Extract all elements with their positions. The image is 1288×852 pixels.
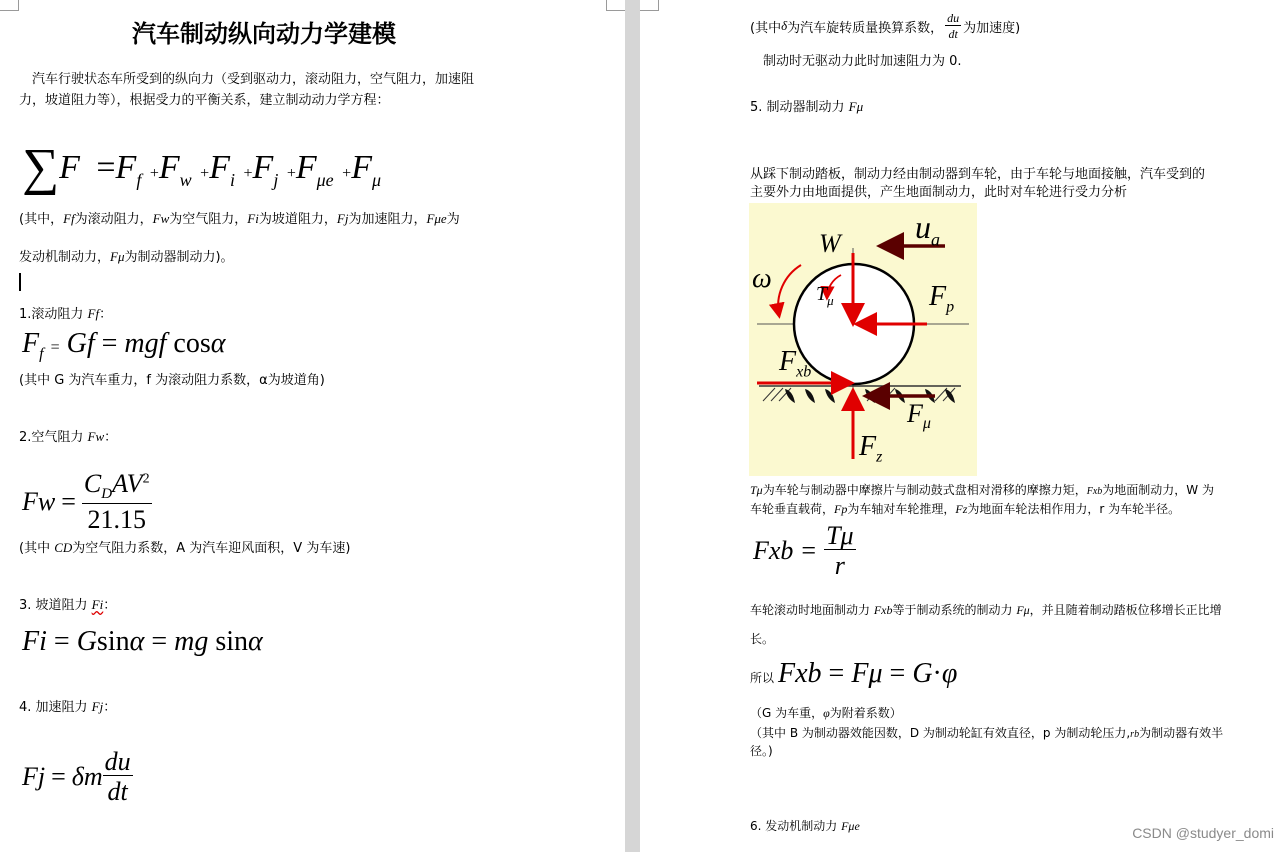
intro-line-1: 汽车行驶状态车所受到的纵向力（受到驱动力，滚动阻力，空气阻力，加速阻 — [32, 72, 475, 87]
text-run: （G 为车重， — [750, 706, 824, 720]
note-b-line-1 — [750, 724, 1223, 741]
label-main: u — [915, 209, 931, 245]
fraction — [82, 470, 152, 533]
inline-math: Fp — [834, 502, 848, 516]
text-run: 为制动器制动力)。 — [124, 250, 234, 265]
sum-symbol: ∑ — [22, 139, 60, 196]
eq-sign: = — [828, 658, 845, 689]
eq-sign: = — [151, 626, 168, 657]
text-run: 所以 — [750, 671, 775, 685]
inline-math: Ff — [63, 211, 75, 226]
section-3-heading — [19, 594, 116, 613]
eq-sub: j — [273, 169, 279, 190]
paragraph-line-1: 从踩下制动踏板，制动力经由制动器到车轮，由于车轮与地面接触，汽车受到的 — [750, 167, 1206, 182]
eq-sign: = — [50, 339, 60, 356]
eq-term: Fi — [22, 626, 47, 657]
eq-func: sin — [215, 626, 249, 657]
text-run: 2.空气阻力 — [19, 430, 88, 445]
inline-math: δ — [781, 18, 788, 34]
label-w: W — [819, 229, 841, 258]
label-fp — [929, 281, 954, 317]
eq-term: F — [252, 149, 274, 186]
text-run: 为地面车轮法相作用力，r 为车轮半径。 — [967, 502, 1181, 516]
eq-term: δm — [71, 761, 103, 791]
text-run: (其中 — [750, 20, 782, 36]
label-ua — [915, 209, 940, 250]
eq-term: F — [209, 149, 230, 186]
text-run: ： — [103, 598, 117, 613]
note-b-line-2: 径。) — [750, 744, 773, 758]
section-1-heading — [19, 303, 112, 322]
inline-math: Fw — [152, 211, 170, 226]
eq-term: F — [22, 328, 40, 359]
eq-sub: D — [101, 486, 113, 503]
section-2-note — [19, 537, 350, 556]
text-run: 6. 发动机制动力 — [750, 819, 842, 833]
fraction-denominator: 21.15 — [87, 504, 146, 534]
document-page-right — [640, 0, 1288, 852]
text-run: 车轮滚动时地面制动力 — [750, 603, 874, 617]
text-run: 为加速阻力， — [348, 212, 427, 227]
label-sub: μ — [922, 415, 931, 433]
inline-math: Fμe — [841, 819, 860, 833]
eq-term: F — [59, 149, 80, 186]
text-run: 5. 制动器制动力 — [750, 100, 849, 115]
fraction-numerator: du — [947, 11, 960, 25]
eq-term: α — [248, 626, 263, 657]
text-run: 为汽车旋转质量换算系数， — [787, 20, 944, 36]
eq-sign: = — [889, 658, 906, 689]
fraction — [103, 748, 133, 806]
label-sub: p — [946, 298, 955, 316]
fraction — [945, 12, 961, 40]
eq-term: G — [76, 626, 97, 657]
inline-math: rb — [1130, 729, 1140, 740]
eq-term: G — [912, 658, 933, 689]
eq-sign: = — [101, 328, 118, 359]
eq-sub: f — [39, 345, 44, 363]
equation-ground-brake-force — [753, 522, 856, 580]
legend-line-2 — [750, 500, 1180, 517]
inline-math: Fj — [91, 699, 104, 714]
text-run: 为加速度) — [963, 20, 1021, 36]
eq-term: φ — [941, 658, 958, 689]
eq-term: Fμ — [851, 658, 883, 689]
text-run: 发动机制动力， — [19, 250, 111, 265]
text-run: 等于制动系统的制动力 — [892, 603, 1017, 617]
text-run: 为 — [446, 212, 460, 227]
eq-sign: = — [51, 761, 66, 791]
text-run: 为空气阻力系数，A 为汽车迎风面积，V 为车速) — [72, 541, 351, 556]
text-run: 车轮垂直载荷， — [750, 502, 835, 516]
label-main: T — [816, 283, 828, 305]
eq-sub: μ — [371, 169, 382, 190]
text-run: 为坡道阻力， — [258, 212, 337, 227]
crop-mark — [0, 0, 19, 11]
text-run: 为滚动阻力， — [74, 212, 153, 227]
text-run: 4. 加速阻力 — [19, 700, 92, 715]
label-main: F — [907, 399, 923, 428]
section-1-note: (其中 G 为汽车重力，f 为滚动阻力系数，α为坡道角) — [19, 373, 325, 388]
label-main: F — [859, 431, 877, 462]
inline-math: Fxb — [1086, 486, 1103, 497]
plus-sign: + — [342, 165, 352, 182]
text-run: （其中 B 为制动器效能因数，D 为制动轮缸有效直径，p 为制动轮压力, — [750, 726, 1131, 740]
eq-term: C — [83, 469, 102, 498]
equation-acceleration-resistance — [22, 748, 133, 806]
intro-line-2: 力，坡道阻力等），根据受力的平衡关系，建立制动动力学方程： — [19, 93, 390, 108]
eq-sup: 2 — [142, 471, 150, 487]
fraction-denominator: dt — [107, 777, 128, 807]
top-note — [750, 12, 1020, 40]
label-omega: ω — [752, 263, 772, 294]
definitions-line-1 — [19, 208, 460, 227]
eq-term: F — [295, 149, 317, 186]
eq-func: cos — [173, 328, 211, 359]
eq-term: AV — [112, 469, 143, 498]
section-6-heading — [750, 817, 860, 834]
eq-sub: μe — [316, 169, 334, 190]
text-run: 3. 坡道阻力 — [19, 598, 92, 613]
eq-sign: = — [61, 486, 76, 516]
eq-term: mg — [174, 626, 209, 657]
label-sub: xb — [796, 363, 812, 381]
inline-math: φ — [823, 706, 830, 720]
text-run: 为空气阻力， — [169, 212, 248, 227]
label-tmu — [816, 283, 834, 309]
eq-sub: w — [179, 169, 192, 190]
inline-math: Fw — [87, 429, 105, 444]
text-run: 为制动器有效半 — [1139, 726, 1224, 740]
inline-math: Fμe — [426, 211, 447, 226]
equation-final-math — [778, 658, 957, 690]
eq-term: F — [351, 149, 372, 186]
plus-sign: + — [286, 165, 296, 182]
paragraph-line-2: 主要外力由地面提供，产生地面制动力，此时对车轮进行受力分析 — [750, 185, 1128, 200]
inline-math: Tμ — [750, 483, 763, 497]
page-gutter — [625, 0, 640, 852]
eq-term: Fw — [22, 486, 56, 516]
inline-math: Ff — [87, 306, 100, 321]
text-run: (其中， — [19, 212, 64, 227]
label-fmu — [907, 399, 931, 433]
plus-sign: + — [243, 165, 253, 182]
text-cursor — [19, 273, 21, 291]
inline-math: CD — [54, 540, 73, 555]
braking-note: 制动时无驱动力此时加速阻力为 0. — [763, 54, 962, 69]
text-run: 为车轮与制动器中摩擦片与制动鼓式盘相对滑移的摩擦力矩， — [762, 483, 1087, 497]
fraction-numerator: Tμ — [826, 521, 854, 550]
text-run: ： — [104, 430, 118, 445]
eq-sub: f — [136, 169, 142, 190]
inline-math: Fi — [91, 597, 104, 612]
label-sub: a — [931, 229, 940, 250]
equation-air-resistance — [22, 470, 152, 533]
text-run: 1.滚动阻力 — [19, 307, 88, 322]
text-run: ： — [99, 307, 113, 322]
plus-sign: + — [200, 165, 210, 182]
inline-math: Fz — [955, 502, 968, 516]
eq-sign: = — [96, 149, 116, 186]
equation-grade-resistance — [22, 626, 263, 658]
section-4-heading — [19, 696, 116, 715]
text-run: ： — [103, 700, 117, 715]
section-2-heading — [19, 426, 117, 445]
plus-sign: + — [149, 165, 159, 182]
label-main: F — [929, 281, 947, 312]
eq-sign: = — [801, 535, 817, 565]
eq-term: α — [210, 328, 226, 359]
rolling-line-2: 长。 — [750, 632, 775, 646]
crop-mark — [640, 0, 659, 11]
text-run: 为车轴对车轮推理， — [847, 502, 956, 516]
eq-term: mgf — [124, 328, 167, 359]
equation-final — [750, 658, 957, 690]
rolling-line-1 — [750, 601, 1222, 618]
eq-func: sin — [96, 626, 130, 657]
eq-dot: · — [932, 658, 942, 689]
eq-sub: i — [229, 169, 235, 190]
label-sub: μ — [827, 293, 834, 308]
text-run: ，并且随着制动踏板位移增长正比增 — [1029, 603, 1222, 617]
document-title: 汽车制动纵向动力学建模 — [132, 19, 396, 48]
eq-term: F — [115, 149, 137, 186]
equation-force-balance — [22, 132, 382, 196]
eq-term: α — [129, 626, 145, 657]
fraction-denominator: dt — [948, 26, 958, 41]
eq-sign: = — [53, 626, 70, 657]
inline-math: Fi — [247, 211, 259, 226]
inline-math: Fμ — [110, 249, 125, 264]
wheel-force-diagram — [749, 203, 977, 476]
inline-math: Fμ — [848, 99, 864, 114]
fraction-numerator: du — [104, 747, 131, 776]
equation-rolling-resistance — [22, 328, 225, 364]
fraction-denominator: r — [834, 551, 845, 581]
document-page-left — [0, 0, 625, 852]
crop-mark — [606, 0, 625, 11]
eq-term: Fxb — [753, 535, 794, 565]
inline-math: Fμ — [1016, 603, 1030, 617]
note-g — [750, 704, 902, 721]
inline-math: Fxb — [873, 603, 893, 617]
label-sub: z — [876, 448, 883, 466]
eq-term: Fxb — [778, 658, 822, 689]
section-5-heading — [750, 96, 863, 115]
label-fz — [859, 431, 882, 467]
eq-term: Gf — [66, 328, 95, 359]
text-run: (其中 — [19, 541, 55, 556]
eq-term: Fj — [22, 761, 46, 791]
csdn-watermark: CSDN @studyer_domi — [1132, 825, 1274, 841]
inline-math: Fj — [336, 211, 349, 226]
text-run: 为附着系数） — [829, 706, 902, 720]
text-run: 为地面制动力，W 为 — [1102, 483, 1214, 497]
label-fxb — [779, 346, 811, 382]
fraction-numerator — [82, 470, 152, 504]
fraction — [824, 522, 856, 580]
label-main: F — [779, 346, 797, 377]
definitions-line-2 — [19, 246, 234, 265]
eq-term: F — [158, 149, 180, 186]
legend-line-1 — [750, 481, 1214, 498]
